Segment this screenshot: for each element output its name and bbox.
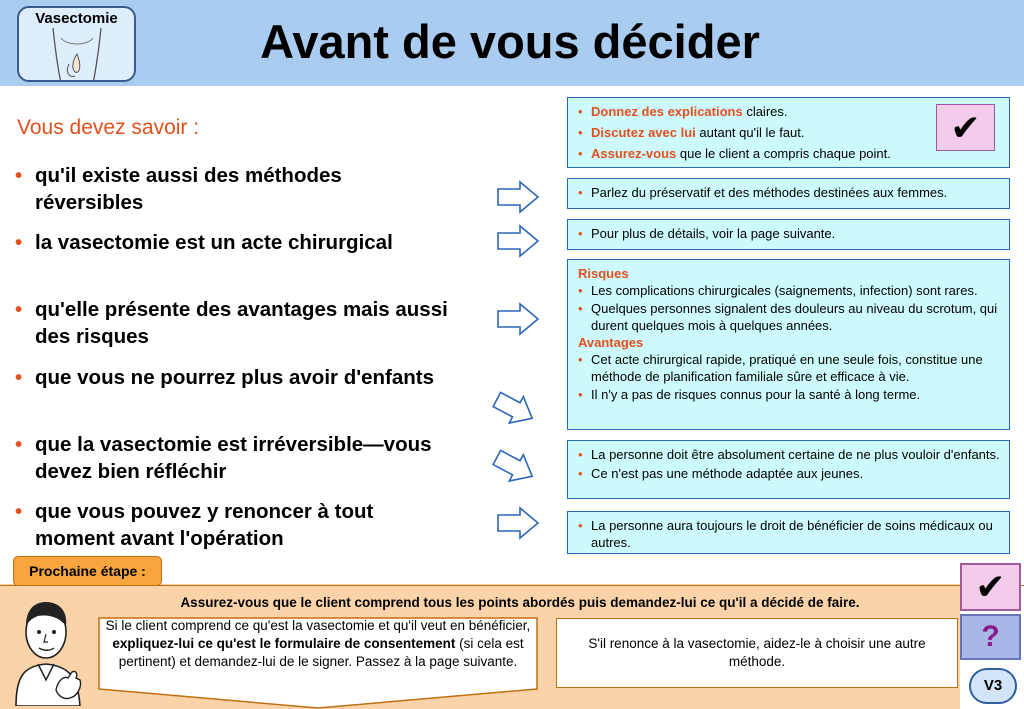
- list-item: • que la vasectomie est irréversible—vous devez bien réfléchir: [15, 433, 432, 483]
- question-icon[interactable]: ?: [960, 614, 1021, 660]
- list-item: • Discutez avec lui autant qu'il le faut.: [578, 125, 805, 140]
- arrow-diagonal-icon: [492, 446, 538, 486]
- risks-advantages-box: [567, 259, 1010, 430]
- info-box: [567, 219, 1010, 250]
- checkmark-icon[interactable]: ✔: [936, 104, 995, 151]
- renounce-box: S'il renonce à la vasectomie, aidez-le à choisir une autre méthode.: [556, 618, 958, 688]
- counseling-tips-box: [567, 97, 1010, 168]
- list-item: • qu'il existe aussi des méthodes réversibles: [15, 164, 342, 214]
- list-item: • Pour plus de détails, voir la page suivante.: [578, 226, 836, 241]
- consent-callout: Si le client comprend ce qu'est la vasectomie et qu'il veut en bénéficier, expliquez-lui ce qu'est le formulaire de consentement (si cela est pertinent) et demandez-lui de le signer. Passez à la page suivante.: [105, 618, 531, 669]
- next-step-tab[interactable]: Prochaine étape :: [13, 556, 162, 586]
- list-item: • Cet acte chirurgical rapide, pratiqué en une seule fois, constitue une méthode de planification familiale sûre et efficace à vie.: [578, 352, 983, 384]
- list-item: • qu'elle présente des avantages mais aussi des risques: [15, 298, 448, 348]
- info-box: [567, 511, 1010, 554]
- badge-label: Vasectomie: [35, 10, 118, 27]
- list-item: • La personne doit être absolument certaine de ne plus vouloir d'enfants.: [578, 447, 1000, 462]
- arrow-right-icon: [496, 506, 540, 540]
- list-item: • Ce n'est pas une méthode adaptée aux jeunes.: [578, 466, 864, 481]
- instruction-text: Assurez-vous que le client comprend tous les points abordés puis demandez-lui ce qu'il a décidé de faire.: [180, 595, 860, 610]
- info-box: [567, 178, 1010, 209]
- arrow-right-icon: [496, 180, 540, 214]
- checkmark-icon[interactable]: ✔: [960, 563, 1021, 611]
- list-item: • Il n'y a pas de risques connus pour la santé à long terme.: [578, 387, 921, 402]
- version-badge[interactable]: V3: [969, 668, 1017, 704]
- arrow-right-icon: [496, 302, 540, 336]
- counselor-icon: [6, 596, 90, 706]
- list-item: • Quelques personnes signalent des douleurs au niveau du scrotum, qui durent quelques mois à quelques années.: [578, 301, 998, 333]
- info-box: [567, 440, 1010, 499]
- section-subtitle: Vous devez savoir :: [17, 116, 200, 139]
- topic-badge[interactable]: [17, 6, 136, 82]
- list-item: • que vous pouvez y renoncer à tout moment avant l'opération: [15, 500, 374, 550]
- list-item: • Donnez des explications claires.: [578, 104, 788, 119]
- list-item: • La personne aura toujours le droit de bénéficier de soins médicaux ou autres.: [578, 518, 993, 550]
- list-item: • Parlez du préservatif et des méthodes destinées aux femmes.: [578, 185, 948, 200]
- arrow-right-icon: [496, 224, 540, 258]
- list-item: • Les complications chirurgicales (saignements, infection) sont rares.: [578, 283, 978, 298]
- list-item: • Assurez-vous que le client a compris chaque point.: [578, 146, 891, 161]
- list-item: • la vasectomie est un acte chirurgical: [15, 231, 393, 254]
- body-illustration-icon: [47, 28, 107, 82]
- list-item: • que vous ne pourrez plus avoir d'enfants: [15, 366, 434, 389]
- arrow-diagonal-icon: [492, 388, 538, 428]
- advantages-heading: Avantages: [578, 335, 644, 350]
- risks-heading: Risques: [578, 266, 629, 281]
- page-title: Avant de vous décider: [260, 15, 760, 68]
